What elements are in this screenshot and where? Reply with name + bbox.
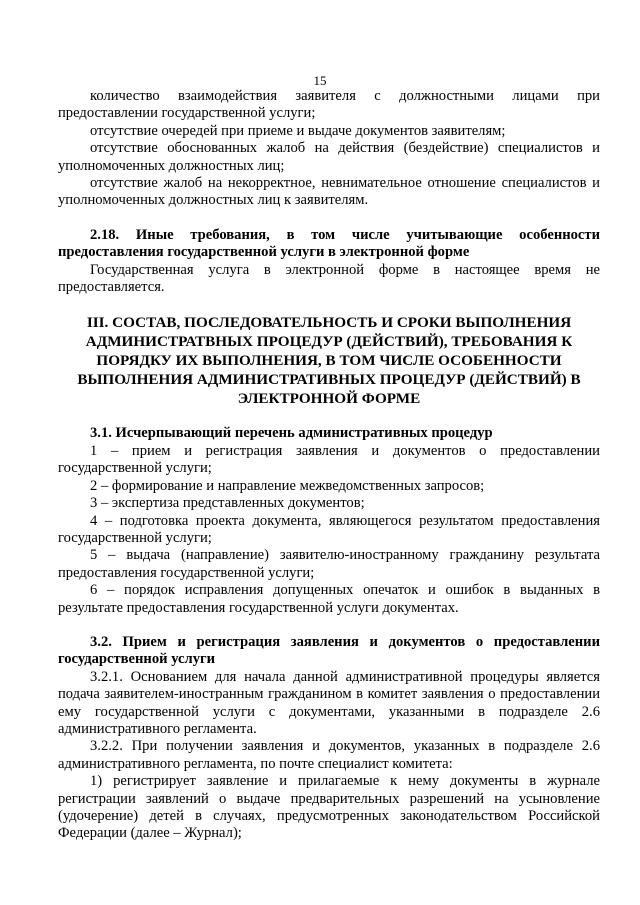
paragraph: количество взаимодействия заявителя с должностными лицами при предоставлении государственной услуги; <box>58 88 600 122</box>
list-item: 2 – формирование и направление межведомственных запросов; <box>90 477 485 494</box>
paragraph: Государственная услуга в электронной форме в настоящее время не предоставляется. <box>58 261 600 296</box>
chapter-title-line: ЭЛЕКТРОННОЙ ФОРМЕ <box>237 390 421 408</box>
spacer <box>58 408 600 425</box>
list-item: 1 – прием и регистрация заявления и документов о предоставлении государственной услуги; <box>58 442 600 477</box>
spacer <box>58 617 600 634</box>
list-item: 3 – экспертиза представленных документов; <box>90 495 365 512</box>
chapter-title-line: ПОРЯДКУ ИХ ВЫПОЛНЕНИЯ, В ТОМ ЧИСЛЕ ОСОБЕННОСТИ <box>96 352 562 370</box>
list-item: 5 – выдача (направление) заявителю-иностранному гражданину результата предоставления государственной услуги; <box>58 547 600 581</box>
paragraph: отсутствие обоснованных жалоб на действия (бездействие) специалистов и уполномоченных должностных лиц; <box>58 140 600 174</box>
paragraph: 3.2.1. Основанием для начала данной административной процедуры является подача заявителем-иностранным гражданином в комитет заявления о предоставлении ему государственной услуги с документами, указанными в подразделе 2.6 административного регламента. <box>58 668 600 737</box>
section-heading-3-1: 3.1. Исчерпывающий перечень административных процедур <box>90 425 493 442</box>
chapter-title <box>58 313 600 408</box>
section-heading-2-18: 2.18. Иные требования, в том числе учитывающие особенности предоставления государственной услуги в электронной форме <box>58 226 600 261</box>
page-number: 15 <box>313 73 327 88</box>
paragraph: отсутствие очередей при приеме и выдаче документов заявителям; <box>90 122 506 139</box>
paragraph: 3.2.2. При получении заявления и документов, указанных в подразделе 2.6 административного регламента, по почте специалист комитета: <box>58 738 600 772</box>
chapter-title-line: III. СОСТАВ, ПОСЛЕДОВАТЕЛЬНОСТЬ И СРОКИ ВЫПОЛНЕНИЯ <box>86 314 572 332</box>
list-item: 4 – подготовка проекта документа, являющегося результатом предоставления государственной услуги; <box>58 512 600 546</box>
section-heading-3-2: 3.2. Прием и регистрация заявления и документов о предоставлении государственной услуги <box>58 633 600 668</box>
paragraph: 1) регистрирует заявление и прилагаемые к нему документы в журнале регистрации заявлений о выдаче предварительных разрешений на усыновление (удочерение) детей в случаях, предусмотренных законодательством Российской Федерации (далее – Журнал); <box>58 773 600 842</box>
paragraph: отсутствие жалоб на некорректное, невнимательное отношение специалистов и уполномоченных должностных лиц к заявителям. <box>58 175 600 209</box>
chapter-title-line: ВЫПОЛНЕНИЯ АДМИНИСТРАТИВНЫХ ПРОЦЕДУР (ДЕЙСТВИЙ) В <box>77 371 581 389</box>
chapter-title-line: АДМИНИСТРАТВНЫХ ПРОЦЕДУР (ДЕЙСТВИЙ), ТРЕБОВАНИЯ К <box>85 333 573 351</box>
list-item: 6 – порядок исправления допущенных опечаток и ошибок в выданных в результате предоставления государственной услуги документах. <box>58 582 600 616</box>
spacer <box>58 296 600 313</box>
spacer <box>58 210 600 227</box>
page-content <box>58 88 600 843</box>
